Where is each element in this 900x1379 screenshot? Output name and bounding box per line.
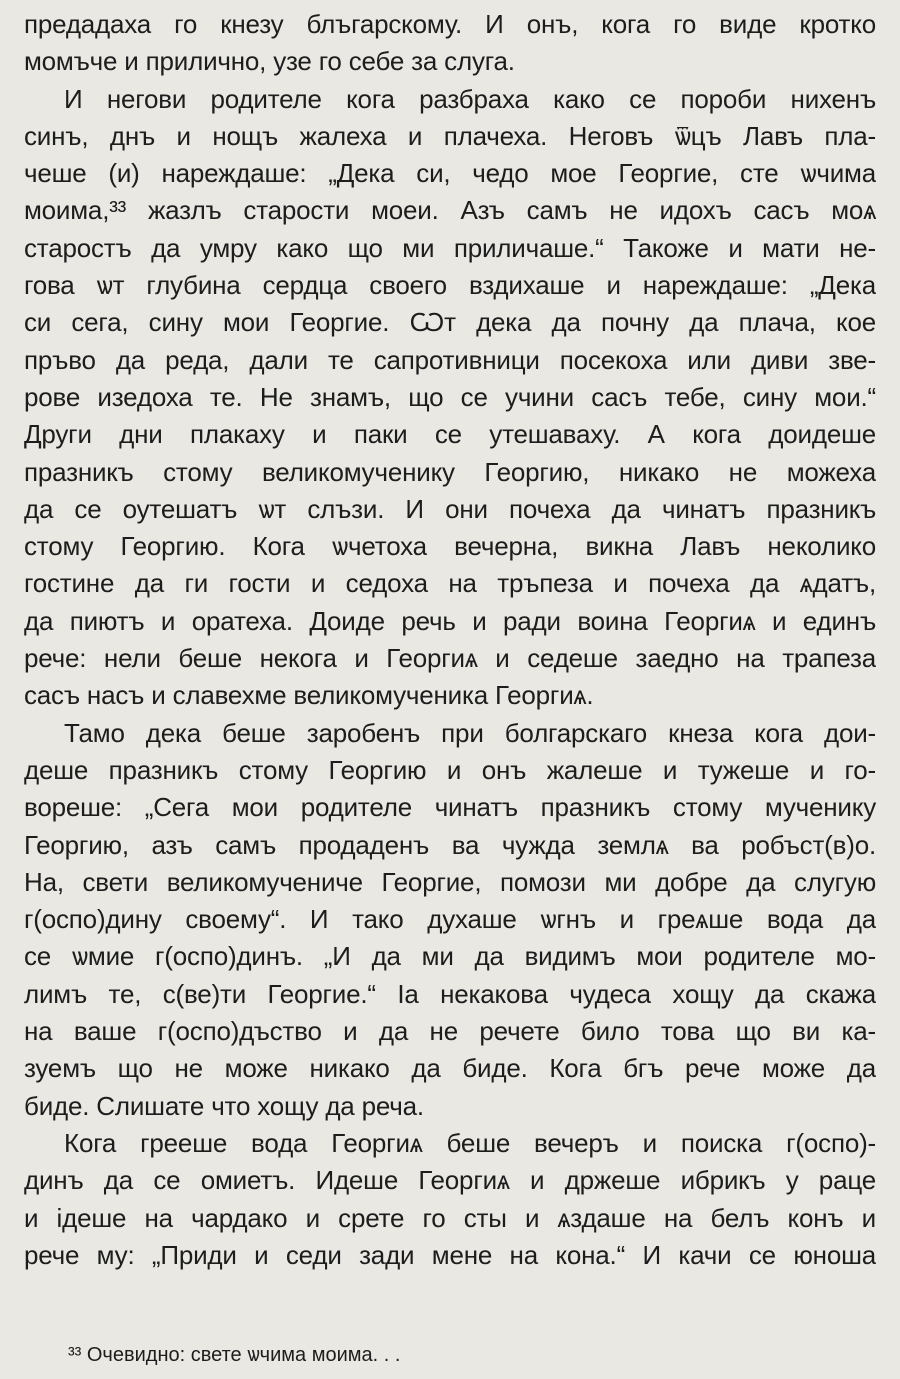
- text-line-20: Тамо дека беше заробенъ при болгарскаго кнеза кога дои-: [64, 717, 876, 748]
- text-line-24: На, свети великомучениче Георгие, помози ми добре да слугую: [24, 866, 876, 897]
- text-line-14: да се оутешатъ ѡт слъзи. И они почеха да чинатъ празникъ: [24, 493, 876, 524]
- text-line-2: момъче и прилично, узе го себе за слуга.: [24, 46, 515, 77]
- text-line-10: пръво да реда, дали те сапротивници посекоха или диви зве-: [24, 344, 876, 375]
- text-line-9: си сега, сину мои Георгие. Ѡт дека да почну да плача, кое: [24, 307, 876, 338]
- body-text: [24, 6, 876, 1274]
- text-line-13: празникъ стому великомученику Георгию, никако не можеха: [24, 456, 876, 487]
- text-line-26: се ѡмие г(оспо)динъ. „И да ми да видимъ мои родителе мо-: [24, 941, 876, 972]
- text-line-17: да пиютъ и оратеха. Доиде речь и ради воина Георгиѧ и единъ: [24, 605, 876, 636]
- text-line-29: зуемъ що не може никако да биде. Кога бгъ рече може да: [24, 1053, 876, 1084]
- text-line-3: И негови родителе кога разбраха како се пороби нихенъ: [64, 83, 876, 114]
- text-line-18: рече: нели беше некога и Георгиѧ и седеше заедно на трапеза: [24, 643, 876, 674]
- text-line-5: чеше (и) нареждаше: „Дека си, чедо мое Георгие, сте ѡчима: [24, 158, 876, 189]
- text-line-22: вореше: „Сега мои родителе чинатъ празникъ стому мученику: [24, 792, 876, 823]
- text-line-21: деше празникъ стому Георгию и онъ жалеше и тужеше и го-: [24, 754, 876, 785]
- text-line-8: гова ѡт глубина сердца своего вздихаше и нареждаше: „Дека: [24, 270, 876, 301]
- footnote: ³³ Очевидно: свете ѡчима моима. . .: [68, 1344, 401, 1366]
- text-line-4: синъ, днъ и нощъ жалеха и плачеха. Неговъ ѿцъ Лавъ пла-: [24, 120, 876, 151]
- text-line-6: моима,³³ жазлъ старости моеи. Азъ самъ не идохъ сасъ моѧ: [24, 195, 876, 226]
- text-line-15: стому Георгию. Кога ѡчетоха вечерна, викна Лавъ неколико: [24, 531, 876, 562]
- text-line-1: предадаха го кнезу блъгарскому. И онъ, кога го виде кротко: [24, 9, 876, 39]
- text-line-31: Кога грееше вода Георгиѧ беше вечеръ и поиска г(оспо)-: [64, 1127, 876, 1158]
- text-line-28: на ваше г(оспо)дъство и да не речете било това що ви ка-: [24, 1016, 876, 1047]
- text-line-11: рове изедоха те. Не знамъ, що се учини сасъ тебе, сину мои.“: [24, 381, 876, 412]
- text-line-16: гостине да ги гости и седоха на тръпеза и почеха да ѧдатъ,: [24, 568, 876, 599]
- text-line-25: г(оспо)дину своему“. И тако духаше ѡгнъ и греѧше вода да: [24, 904, 876, 935]
- text-line-23: Георгию, азъ самъ продаденъ ва чужда землѧ ва робъст(в)о.: [24, 829, 876, 860]
- text-line-33: и ідеше на чардако и срете го сты и ѧздаше на белъ конъ и: [24, 1202, 876, 1233]
- text-line-7: старостъ да умру како що ми приличаше.“ Такоже и мати не-: [24, 232, 876, 263]
- text-line-32: динъ да се омиетъ. Идеше Георгиѧ и држеше ибрикъ у раце: [24, 1165, 876, 1196]
- text-line-12: Други дни плакаху и паки се утешаваху. А кога доидеше: [24, 419, 876, 450]
- text-line-19: сасъ насъ и славехме великомученика Георгиѧ.: [24, 680, 594, 711]
- text-line-34: рече му: „Приди и седи зади мене на кона.“ И качи се юноша: [24, 1239, 876, 1270]
- text-line-27: лимъ те, с(ве)ти Георгие.“ Іа некакова чудеса хощу да скажа: [24, 978, 876, 1009]
- text-line-30: биде. Слишате что хощу да реча.: [24, 1090, 424, 1121]
